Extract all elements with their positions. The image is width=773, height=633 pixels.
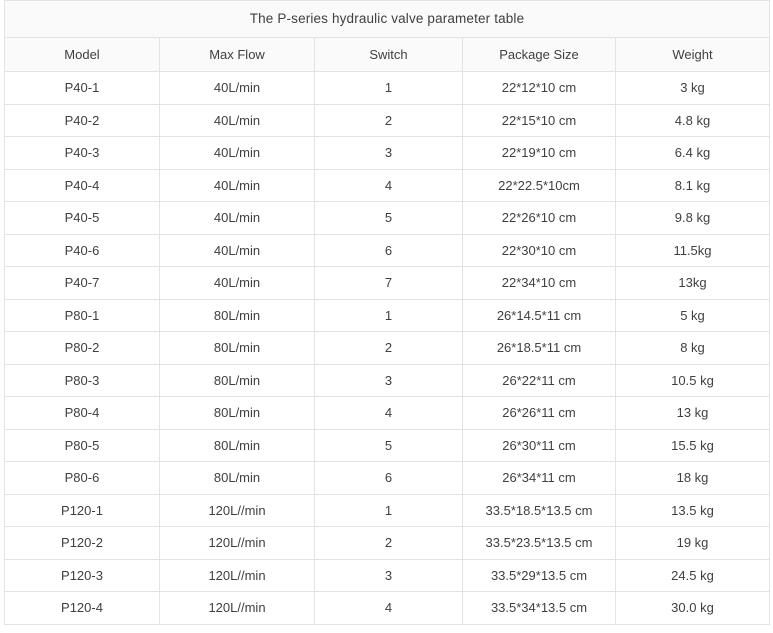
column-header-package-size: Package Size [463, 38, 616, 72]
cell-model: P40-5 [5, 202, 160, 235]
table-row [5, 104, 770, 137]
cell-model: P80-5 [5, 429, 160, 462]
cell-package-size: 26*18.5*11 cm [463, 332, 616, 365]
cell-weight: 30.0 kg [616, 592, 770, 625]
cell-model: P120-4 [5, 592, 160, 625]
cell-switch: 6 [315, 462, 463, 495]
cell-switch: 1 [315, 72, 463, 105]
table-row [5, 527, 770, 560]
cell-package-size: 26*22*11 cm [463, 364, 616, 397]
cell-switch: 1 [315, 299, 463, 332]
table-row [5, 462, 770, 495]
cell-model: P80-3 [5, 364, 160, 397]
column-header-switch: Switch [315, 38, 463, 72]
table-row [5, 137, 770, 170]
table-row [5, 202, 770, 235]
cell-package-size: 33.5*29*13.5 cm [463, 559, 616, 592]
cell-max-flow: 40L/min [160, 267, 315, 300]
cell-weight: 5 kg [616, 299, 770, 332]
cell-package-size: 26*34*11 cm [463, 462, 616, 495]
cell-switch: 6 [315, 234, 463, 267]
cell-weight: 13.5 kg [616, 494, 770, 527]
header-row [5, 38, 770, 72]
cell-switch: 4 [315, 592, 463, 625]
cell-weight: 11.5kg [616, 234, 770, 267]
cell-switch: 2 [315, 527, 463, 560]
cell-package-size: 26*26*11 cm [463, 397, 616, 430]
cell-model: P120-3 [5, 559, 160, 592]
cell-max-flow: 120L//min [160, 559, 315, 592]
cell-max-flow: 40L/min [160, 202, 315, 235]
cell-weight: 13 kg [616, 397, 770, 430]
cell-max-flow: 40L/min [160, 72, 315, 105]
cell-model: P40-4 [5, 169, 160, 202]
cell-package-size: 22*19*10 cm [463, 137, 616, 170]
table-title: The P-series hydraulic valve parameter table [4, 0, 770, 37]
cell-switch: 2 [315, 332, 463, 365]
column-header-max-flow: Max Flow [160, 38, 315, 72]
cell-weight: 19 kg [616, 527, 770, 560]
cell-switch: 5 [315, 202, 463, 235]
cell-package-size: 33.5*23.5*13.5 cm [463, 527, 616, 560]
cell-max-flow: 40L/min [160, 234, 315, 267]
cell-model: P40-6 [5, 234, 160, 267]
column-header-model: Model [5, 38, 160, 72]
cell-switch: 3 [315, 137, 463, 170]
cell-weight: 8.1 kg [616, 169, 770, 202]
cell-switch: 3 [315, 559, 463, 592]
cell-weight: 8 kg [616, 332, 770, 365]
cell-max-flow: 120L//min [160, 592, 315, 625]
cell-package-size: 22*34*10 cm [463, 267, 616, 300]
cell-max-flow: 80L/min [160, 429, 315, 462]
cell-weight: 15.5 kg [616, 429, 770, 462]
cell-switch: 1 [315, 494, 463, 527]
table-row [5, 169, 770, 202]
table-row [5, 234, 770, 267]
cell-switch: 4 [315, 169, 463, 202]
cell-weight: 13kg [616, 267, 770, 300]
table-container [4, 0, 769, 625]
cell-model: P80-1 [5, 299, 160, 332]
cell-weight: 6.4 kg [616, 137, 770, 170]
cell-package-size: 26*30*11 cm [463, 429, 616, 462]
cell-model: P40-1 [5, 72, 160, 105]
table-row [5, 494, 770, 527]
table-row [5, 267, 770, 300]
cell-max-flow: 40L/min [160, 169, 315, 202]
cell-weight: 9.8 kg [616, 202, 770, 235]
column-header-weight: Weight [616, 38, 770, 72]
cell-switch: 4 [315, 397, 463, 430]
cell-switch: 3 [315, 364, 463, 397]
cell-model: P120-1 [5, 494, 160, 527]
cell-weight: 18 kg [616, 462, 770, 495]
cell-model: P80-6 [5, 462, 160, 495]
cell-package-size: 22*15*10 cm [463, 104, 616, 137]
cell-package-size: 22*30*10 cm [463, 234, 616, 267]
cell-weight: 3 kg [616, 72, 770, 105]
cell-max-flow: 80L/min [160, 332, 315, 365]
table-row [5, 559, 770, 592]
cell-model: P80-4 [5, 397, 160, 430]
cell-package-size: 33.5*18.5*13.5 cm [463, 494, 616, 527]
table-row [5, 397, 770, 430]
cell-max-flow: 40L/min [160, 104, 315, 137]
cell-weight: 10.5 kg [616, 364, 770, 397]
table-row [5, 299, 770, 332]
table-header [5, 38, 770, 72]
cell-max-flow: 80L/min [160, 397, 315, 430]
table-row [5, 72, 770, 105]
cell-package-size: 22*12*10 cm [463, 72, 616, 105]
cell-switch: 7 [315, 267, 463, 300]
cell-switch: 2 [315, 104, 463, 137]
table-row [5, 592, 770, 625]
cell-max-flow: 80L/min [160, 364, 315, 397]
cell-package-size: 22*22.5*10cm [463, 169, 616, 202]
table-row [5, 429, 770, 462]
cell-max-flow: 120L//min [160, 527, 315, 560]
cell-package-size: 26*14.5*11 cm [463, 299, 616, 332]
cell-max-flow: 40L/min [160, 137, 315, 170]
cell-package-size: 33.5*34*13.5 cm [463, 592, 616, 625]
cell-model: P40-7 [5, 267, 160, 300]
table-body [5, 72, 770, 625]
parameter-table [4, 0, 770, 625]
cell-model: P40-2 [5, 104, 160, 137]
cell-max-flow: 120L//min [160, 494, 315, 527]
cell-max-flow: 80L/min [160, 299, 315, 332]
cell-weight: 24.5 kg [616, 559, 770, 592]
cell-model: P80-2 [5, 332, 160, 365]
cell-model: P120-2 [5, 527, 160, 560]
table-row [5, 332, 770, 365]
cell-model: P40-3 [5, 137, 160, 170]
cell-weight: 4.8 kg [616, 104, 770, 137]
cell-package-size: 22*26*10 cm [463, 202, 616, 235]
table-row [5, 364, 770, 397]
cell-switch: 5 [315, 429, 463, 462]
cell-max-flow: 80L/min [160, 462, 315, 495]
